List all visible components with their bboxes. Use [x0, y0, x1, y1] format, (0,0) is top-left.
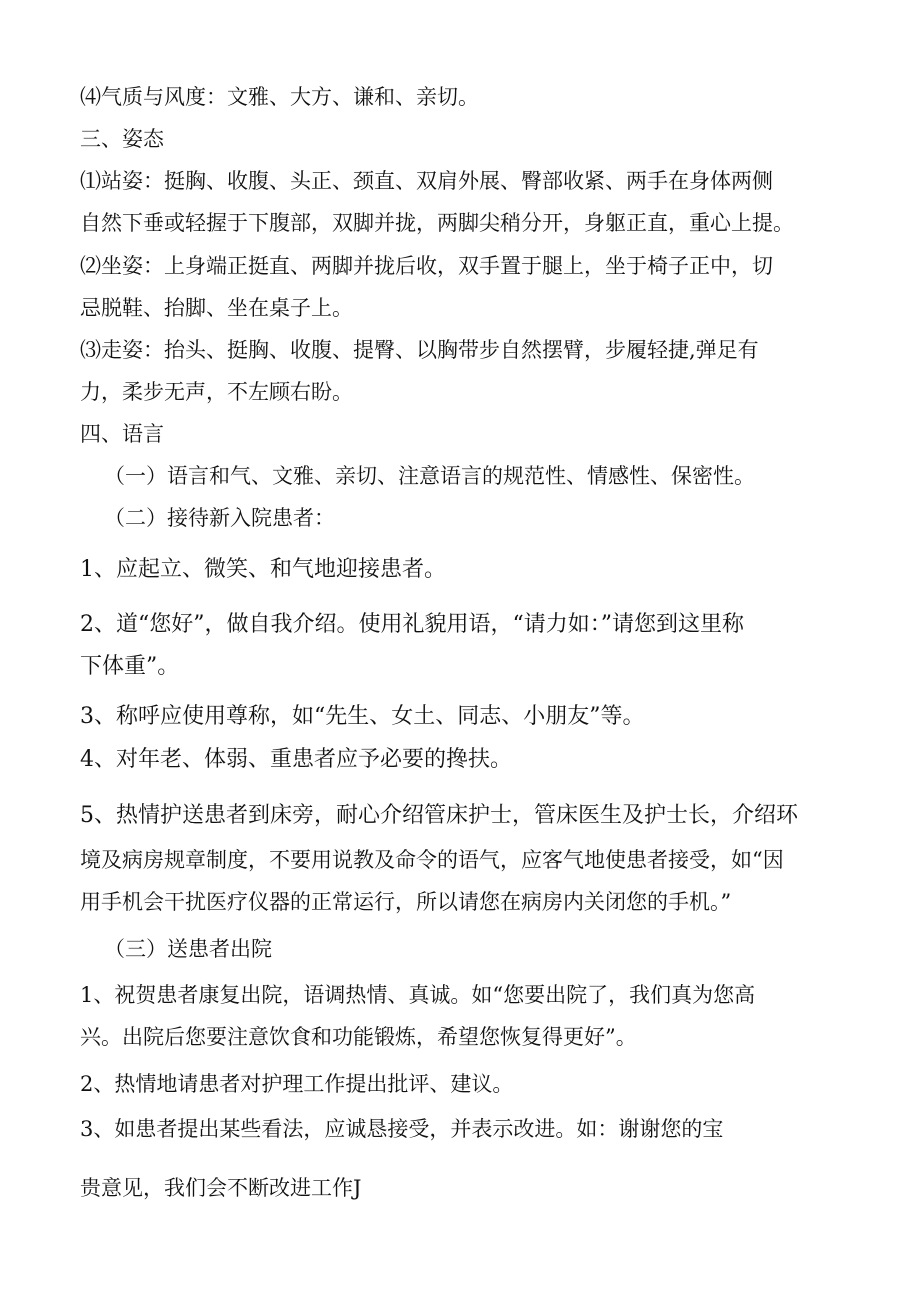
text-line-5: ⑵坐姿：上身端正挺直、两脚并拢后收，双手置于腿上，坐于椅子正中，切 [80, 254, 773, 278]
text-line-24: 3、如患者提出某些看法，应诚恳接受，并表示改进。如：谢谢您的宝 [80, 1117, 724, 1141]
text-line-16: 4、对年老、体弱、重患者应予必要的搀扶。 [80, 747, 512, 772]
subsection-heading-1: （一）语言和气、文雅、亲切、注意语言的规范性、情感性、保密性。 [104, 464, 755, 488]
text-line-18: 境及病房规章制度，不要用说教及命令的语气，应客气地使患者接受，如“因 [80, 848, 784, 872]
text-line-6: 忌脱鞋、抬脚、坐在桌子上。 [80, 296, 353, 320]
text-line-19: 用手机会干扰医疗仪器的正常运行，所以请您在病房内关闭您的手机。” [80, 890, 732, 914]
section-heading-language: 四、语言 [80, 422, 164, 446]
text-line-3: ⑴站姿：挺胸、收腹、头正、颈直、双肩外展、臀部收紧、两手在身体两侧 [80, 169, 773, 193]
text-line-13: 2、道“您好”，做自我介绍。使用礼貌用语，“请力如：”请您到这里称 [80, 612, 744, 637]
subsection-heading-3: （三）送患者出院 [104, 937, 272, 961]
section-heading-posture: 三、姿态 [80, 127, 164, 151]
text-line-21: 1、祝贺患者康复出院，语调热情、真诚。如“您要出院了，我们真为您高 [80, 983, 756, 1007]
text-line-23: 2、热情地请患者对护理工作提出批评、建议。 [80, 1072, 514, 1096]
text-line-15: 3、称呼应使用尊称，如“先生、女土、同志、小朋友”等。 [80, 704, 645, 729]
text-line-7: ⑶走姿：抬头、挺胸、收腹、提臀、以胸带步自然摆臂，步履轻捷,弹足有 [80, 338, 759, 362]
text-line-12: 1、应起立、微笑、和气地迎接患者。 [80, 557, 446, 582]
subsection-heading-2: （二）接待新入院患者： [104, 506, 335, 530]
text-line-17: 5、热情护送患者到床旁，耐心介绍管床护士，管床医生及护士长，介绍环 [80, 803, 798, 828]
text-line-1: ⑷气质与风度：文雅、大方、谦和、亲切。 [80, 85, 479, 109]
text-line-22: 兴。出院后您要注意饮食和功能锻炼，希望您恢复得更好”。 [80, 1025, 637, 1049]
text-line-14: 下体重”。 [80, 654, 180, 679]
text-line-4: 自然下垂或轻握于下腹部，双脚并拢，两脚尖稍分开，身躯正直，重心上提。 [80, 211, 794, 235]
text-line-25: 贵意见，我们会不断改进工作J [80, 1176, 362, 1200]
text-line-8: 力，柔步无声，不左顾右盼。 [80, 380, 353, 404]
